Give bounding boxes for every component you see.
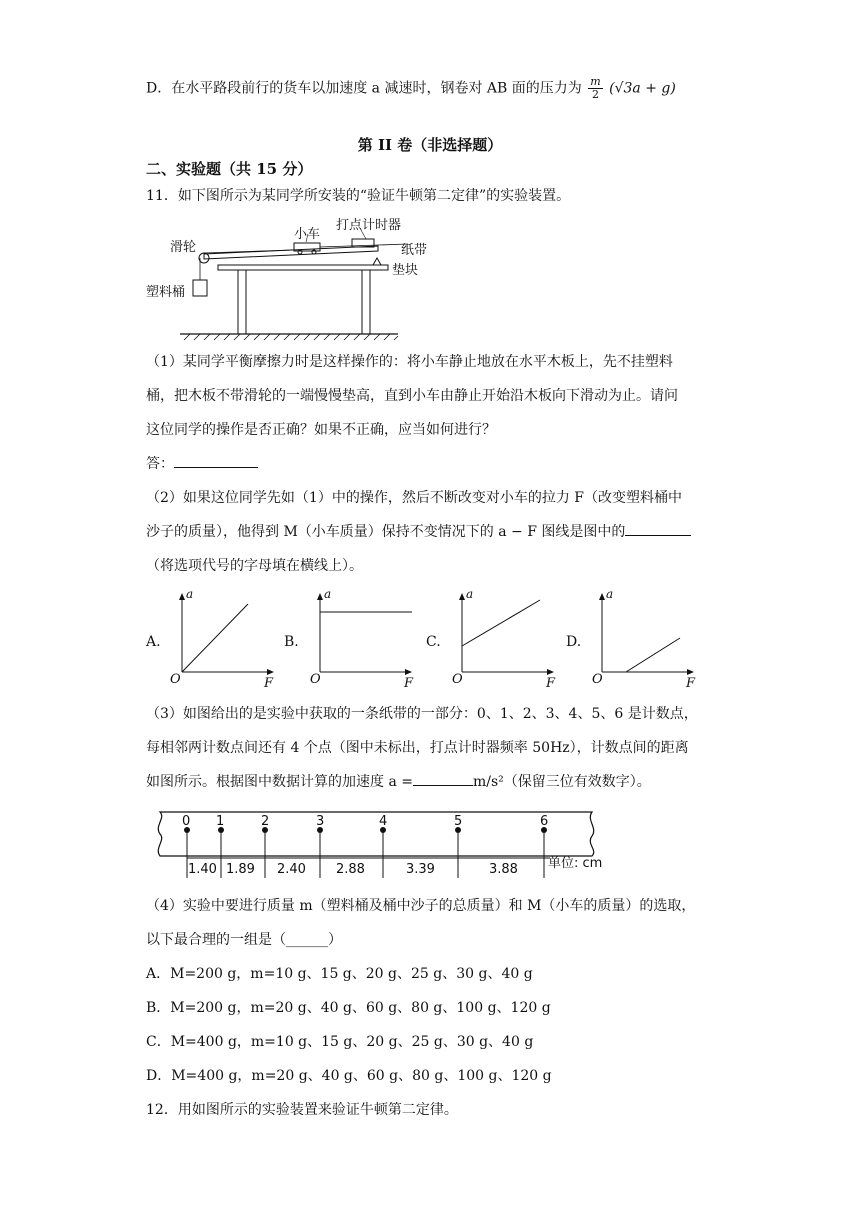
q11-p1-line2: 桶，把木板不带滑轮的一端慢慢垫高，直到小车由静止开始沿木板向下滑动为止。请问	[146, 388, 678, 404]
tape-point-label: 0	[182, 814, 191, 829]
answer-row	[146, 454, 258, 474]
graph-a-axis-a: a	[186, 587, 194, 601]
tape-point-label: 1	[216, 814, 225, 829]
q11-p4-line1: （4）实验中要进行质量 m（塑料桶及桶中沙子的总质量）和 M（小车的质量）的选取，	[146, 898, 696, 914]
tape-point-label: 6	[540, 814, 549, 829]
fraction	[588, 76, 602, 101]
tape-point-label: 2	[261, 814, 270, 829]
graph-c-label: C.	[426, 634, 441, 650]
q11-p3-line1: （3）如图给出的是实验中获取的一条纸带的一部分：0、1、2、3、4、5、6 是计数点，	[146, 706, 698, 722]
graph-d-label: D.	[566, 634, 582, 650]
option-d-prefix: D．在水平路段前行的货车以加速度 a 减速时，钢卷对 AB 面的压力为	[146, 80, 582, 97]
label-pulley: 滑轮	[170, 240, 197, 255]
choice-d[interactable]: D．M=400 g，m=20 g、40 g、60 g、80 g、100 g、120 g	[146, 1068, 552, 1084]
option-d-suffix: (√3a + g)	[609, 80, 676, 97]
q11-p2-line2: 沙子的质量），他得到 M（小车质量）保持不变情况下的 a − F 图线是图中的	[146, 524, 626, 540]
tape-overlay	[146, 806, 606, 886]
tape-distance: 1.89	[226, 862, 255, 877]
label-car: 小车	[294, 227, 321, 242]
graph-b-label: B.	[284, 634, 299, 650]
fraction-numerator: m	[590, 75, 601, 88]
graph-c-axis-a: a	[466, 587, 474, 601]
graph-b-axis-a: a	[324, 587, 332, 601]
graph-d-axis-f: F	[686, 676, 696, 691]
option-d-top	[146, 76, 676, 101]
tape-distance: 3.39	[406, 862, 435, 877]
tape-distance: 2.40	[277, 862, 306, 877]
choice-b[interactable]: B．M=200 g，m=20 g、40 g、60 g、80 g、100 g、120 g	[146, 1000, 551, 1016]
q11-p2-line3: （将选项代号的字母填在横线上）。	[146, 558, 363, 574]
choice-a[interactable]: A．M=200 g，m=10 g、15 g、20 g、25 g、30 g、40 g	[146, 966, 533, 982]
q11-p3-line3b: m/s²（保留三位有效数字）。	[472, 774, 651, 790]
choice-c[interactable]: C．M=400 g，m=10 g、15 g、20 g、25 g、30 g、40 g	[146, 1034, 534, 1050]
graph-answer-blank[interactable]	[625, 535, 691, 536]
answer-label: 答：	[146, 456, 174, 472]
graph-d-origin: O	[592, 672, 603, 687]
tape-point-label: 3	[316, 814, 325, 829]
q12-stem: 12．用如图所示的实验装置来验证牛顿第二定律。	[146, 1102, 458, 1118]
section-title: 第 II 卷（非选择题）	[357, 136, 503, 154]
q11-p3-line3-row	[146, 772, 651, 792]
q11-p3-line2: 每相邻两计数点间还有 4 个点（图中未标出，打点计时器频率 50Hz），计数点间的距离	[146, 740, 689, 756]
graph-c-axis-f: F	[546, 676, 556, 691]
acceleration-blank[interactable]	[413, 785, 473, 786]
label-bucket: 塑料桶	[146, 285, 186, 300]
q11-p1-line3: 这位同学的操作是否正确？如果不正确，应当如何进行？	[146, 422, 496, 438]
graph-c-origin: O	[452, 672, 463, 687]
q11-p1-line1: （1）某同学平衡摩擦力时是这样操作的：将小车静止地放在水平木板上，先不挂塑料	[146, 354, 673, 370]
graph-b-axis-f: F	[404, 676, 414, 691]
q11-stem: 11．如下图所示为某同学所安装的“验证牛顿第二定律”的实验装置。	[146, 188, 571, 204]
label-tape: 纸带	[401, 243, 428, 258]
q11-p3-line3a: 如图所示。根据图中数据计算的加速度 a =	[146, 774, 413, 790]
section-subtitle: 二、实验题（共 15 分）	[146, 160, 313, 178]
tape-point-label: 4	[379, 814, 388, 829]
graph-a-label: A.	[146, 634, 161, 650]
answer-blank[interactable]	[174, 467, 258, 468]
q11-p4-line2: 以下最合理的一组是（______）	[146, 932, 342, 948]
graph-a-origin: O	[170, 672, 181, 687]
label-timer: 打点计时器	[336, 218, 402, 233]
tape-unit: 单位: cm	[548, 856, 603, 871]
tape-distance: 3.88	[489, 862, 518, 877]
fraction-denominator: 2	[591, 88, 599, 101]
tape-point-label: 5	[454, 814, 463, 829]
q11-p2-line1: （2）如果这位同学先如（1）中的操作，然后不断改变对小车的拉力 F（改变塑料桶中	[146, 490, 682, 506]
q11-p2-line2-row	[146, 522, 691, 542]
graph-d-axis-a: a	[606, 587, 614, 601]
tape-distance: 2.88	[336, 862, 365, 877]
graph-b-origin: O	[310, 672, 321, 687]
tape-distance: 1.40	[188, 862, 217, 877]
graph-a-axis-f: F	[264, 676, 274, 691]
label-block: 垫块	[392, 263, 419, 278]
